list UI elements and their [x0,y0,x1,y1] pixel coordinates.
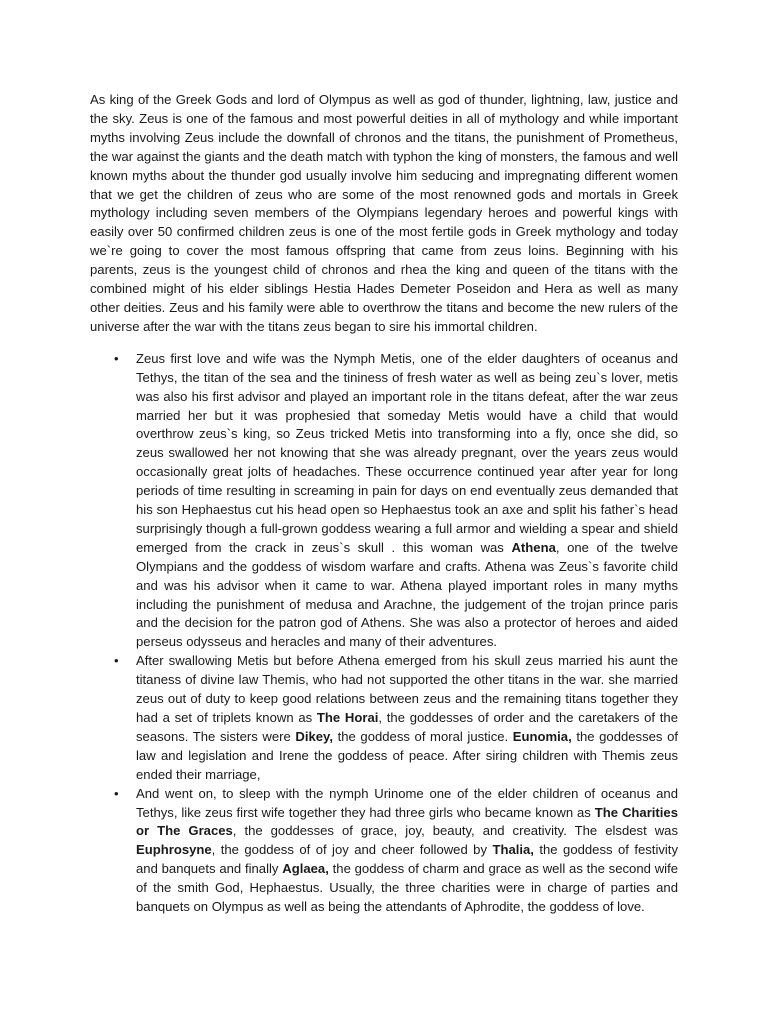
bullet-icon: • [114,653,119,669]
item-text: , the goddesses of order and the caretakers of the seasons. The sisters were [136,710,678,744]
list-item [90,785,678,917]
list-item [90,652,678,784]
bold-name: Aglaea, [282,861,329,877]
bullet-icon: • [114,350,119,366]
intro-paragraph: As king of the Greek Gods and lord of Olympus as well as god of thunder, lightning, law, justice and the sky. Zeus is one of the famous and most powerful deities in all of mythology and while important myths involving Zeus include the downfall of chronos and the titans, the punishment of Prometheus, the war against the giants and the death match with typhon the king of monsters, the famous and well known myths about the thunder god usually involve him seducing and impregnating different women that we get the children of zeus who are some of the most renowned gods and mortals in Greek mythology including seven members of the Olympians legendary heroes and powerful kings with easily over 50 confirmed children zeus is one of the most fertile gods in Greek mythology and today we`re going to cover the most famous offspring that came from zeus loins. Beginning with his parents, zeus is the youngest child of chronos and rhea the king and queen of the titans with the combined might of his elder siblings Hestia Hades Demeter Poseidon and Hera as well as many other deities. Zeus and his family were able to overthrow the titans and become the new rulers of the universe after the war with the titans zeus began to sire his immortal children. [90,92,678,334]
list-item [90,350,678,653]
bold-name: Thalia, [492,842,534,858]
item-text: the goddesses of law and legislation and Irene the goddess of peace. After siring children with Themis zeus ended their marriage, [136,728,679,782]
bold-name: Eunomia, [512,728,572,744]
item-text: After swallowing Metis but before Athena emerged from his skull zeus married his aunt the titaness of divine law Themis, who had not supported the other titans in the war. she married zeus out of duty to keep good relations between zeus and the remaining titans together they had a set of triplets known as [136,653,678,725]
item-text: And went on, to sleep with the nymph Urinome one of the elder children of oceanus and Tethys, like zeus first wife together they had three girls who became known as [136,785,678,820]
bold-name: Athena [511,539,556,555]
bold-name: Dikey, [295,728,333,744]
bullet-icon: • [114,785,119,801]
item-text: the goddess of charm and grace as well as the second wife of the smith God, Hephaestus. Usually, the three charities were in charge of parties and banquets on Olympus as well as being the attendants of Aphrodite, the goddess of love. [136,861,678,915]
item-text: the goddess of festivity and banquets and finally [136,842,678,877]
item-text: , one of the twelve Olympians and the goddess of wisdom warfare and crafts. Athena was Zeus`s favorite child and was his advisor when it came to war. Athena played important roles in many myths including the punishment of medusa and Arachne, the judgement of the trojan prince paris and the decision for the patron god of Athens. She was also a protector of heroes and aided perseus odysseus and heracles and many of their adventures. [136,539,678,650]
document-page [90,91,678,917]
item-text: , the goddesses of grace, joy, beauty, and creativity. The elsdest was [232,823,678,839]
item-text: , the goddess of of joy and cheer followed by [211,842,493,858]
bold-name: The Charities or The Graces [136,804,678,839]
bold-name: The Horai [316,710,379,725]
bold-name: Euphrosyne [136,842,212,858]
bullet-list [90,350,678,917]
item-text: Zeus first love and wife was the Nymph Metis, one of the elder daughters of oceanus and Tethys, the titan of the sea and the tininess of fresh water as well as being zeu`s lover, metis was also his first advisor and played an important role in the titans defeat, after the war zeus married her but it was prophesied that someday Metis would have a child that would overthrow zeus`s king, so Zeus tricked Metis into transforming into a fly, once she did, so zeus swallowed her not knowing that she was already pregnant, over the years zeus would occasionally great jolts of headaches. These occurrence continued year after year for long periods of time resulting in screaming in pain for days on end eventually zeus demanded that his son Hephaestus cut his head open so Hephaestus took an axe and split his father`s head surprisingly though a full-grown goddess wearing a full armor and wielding a spear and shield emerged from the crack in zeus`s skull . this woman was [136,350,678,555]
item-text: the goddess of moral justice. [333,728,513,744]
